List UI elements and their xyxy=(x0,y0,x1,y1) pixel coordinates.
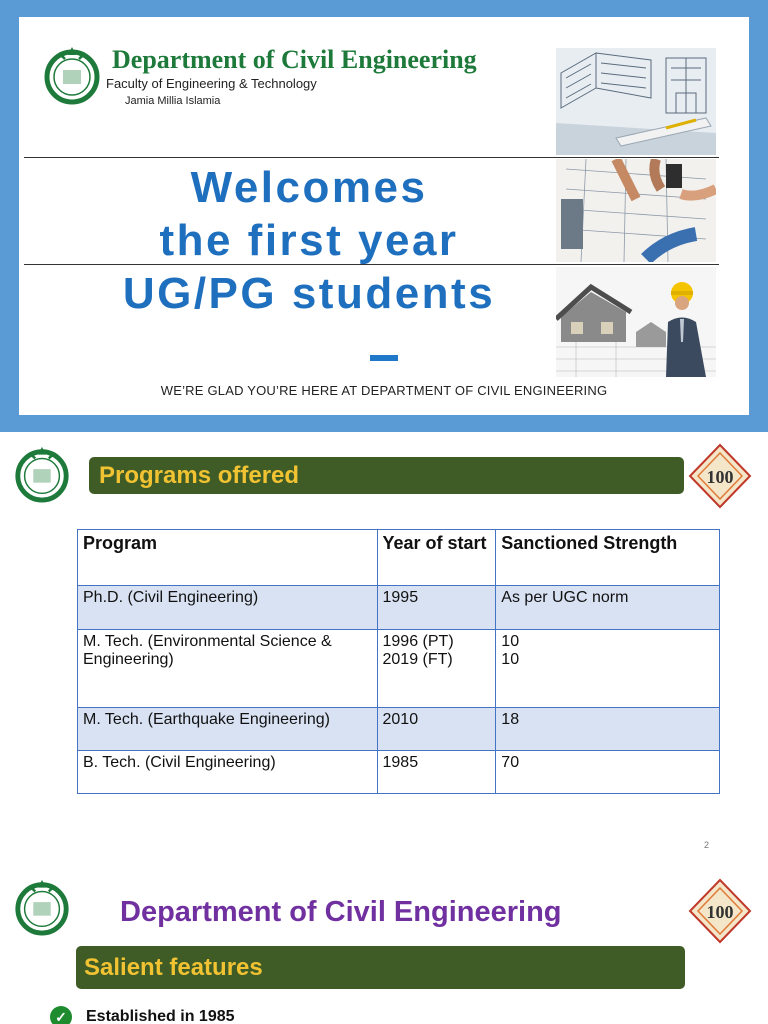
features-banner-title: Salient features xyxy=(84,954,263,981)
planning-meeting-image xyxy=(556,159,716,262)
accent-dash xyxy=(370,355,398,361)
year-cell: 1985 xyxy=(377,751,496,794)
faculty-name: Faculty of Engineering & Technology xyxy=(106,76,317,91)
table-row xyxy=(78,708,720,751)
centenary-logo-icon xyxy=(688,443,752,509)
welcome-slide-content xyxy=(19,17,749,415)
programs-banner-title: Programs offered xyxy=(99,462,300,489)
table-row xyxy=(78,751,720,794)
welcome-slide xyxy=(0,0,768,432)
column-header: Program xyxy=(78,530,378,586)
strength-cell: 10 10 xyxy=(496,630,720,708)
department-title: Department of Civil Engineering xyxy=(112,45,477,74)
bullet-text: Established in 1985 xyxy=(86,1008,235,1024)
department-title: Department of Civil Engineering xyxy=(120,896,562,928)
welcome-line-1: Welcomes xyxy=(190,163,428,212)
university-emblem-icon xyxy=(41,43,103,105)
program-cell: B. Tech. (Civil Engineering) xyxy=(78,751,378,794)
program-cell: Ph.D. (Civil Engineering) xyxy=(78,586,378,630)
check-circle-icon: ✓ xyxy=(50,1006,72,1024)
list-item xyxy=(50,1006,235,1024)
program-cell: M. Tech. (Environmental Science & Engineering) xyxy=(78,630,378,708)
column-header: Year of start xyxy=(377,530,496,586)
tagline: WE’RE GLAD YOU’RE HERE AT DEPARTMENT OF CIVIL ENGINEERING xyxy=(160,383,608,398)
year-cell: 1995 xyxy=(377,586,496,630)
university-emblem-icon xyxy=(12,876,72,936)
table-row xyxy=(78,586,720,630)
strength-cell: 18 xyxy=(496,708,720,751)
column-header: Sanctioned Strength xyxy=(496,530,720,586)
program-cell: M. Tech. (Earthquake Engineering) xyxy=(78,708,378,751)
strength-cell: As per UGC norm xyxy=(496,586,720,630)
house-engineer-image xyxy=(556,267,716,377)
svg-text:100: 100 xyxy=(706,467,734,487)
university-name: Jamia Millia Islamia xyxy=(125,95,221,107)
building-sketch-image xyxy=(556,48,716,155)
table-header-row xyxy=(78,530,720,586)
svg-text:100: 100 xyxy=(706,902,734,922)
year-cell: 2010 xyxy=(377,708,496,751)
strength-cell: 70 xyxy=(496,751,720,794)
year-cell: 1996 (PT) 2019 (FT) xyxy=(377,630,496,708)
programs-slide xyxy=(0,433,768,865)
university-emblem-icon xyxy=(12,443,72,503)
table-row xyxy=(78,630,720,708)
features-slide xyxy=(0,866,768,1024)
divider-line xyxy=(24,157,719,158)
centenary-logo-icon xyxy=(688,878,752,944)
page-number: 2 xyxy=(704,840,710,850)
welcome-line-3: UG/PG students xyxy=(122,269,496,318)
welcome-line-2: the first year xyxy=(159,216,459,265)
programs-table xyxy=(77,529,720,794)
